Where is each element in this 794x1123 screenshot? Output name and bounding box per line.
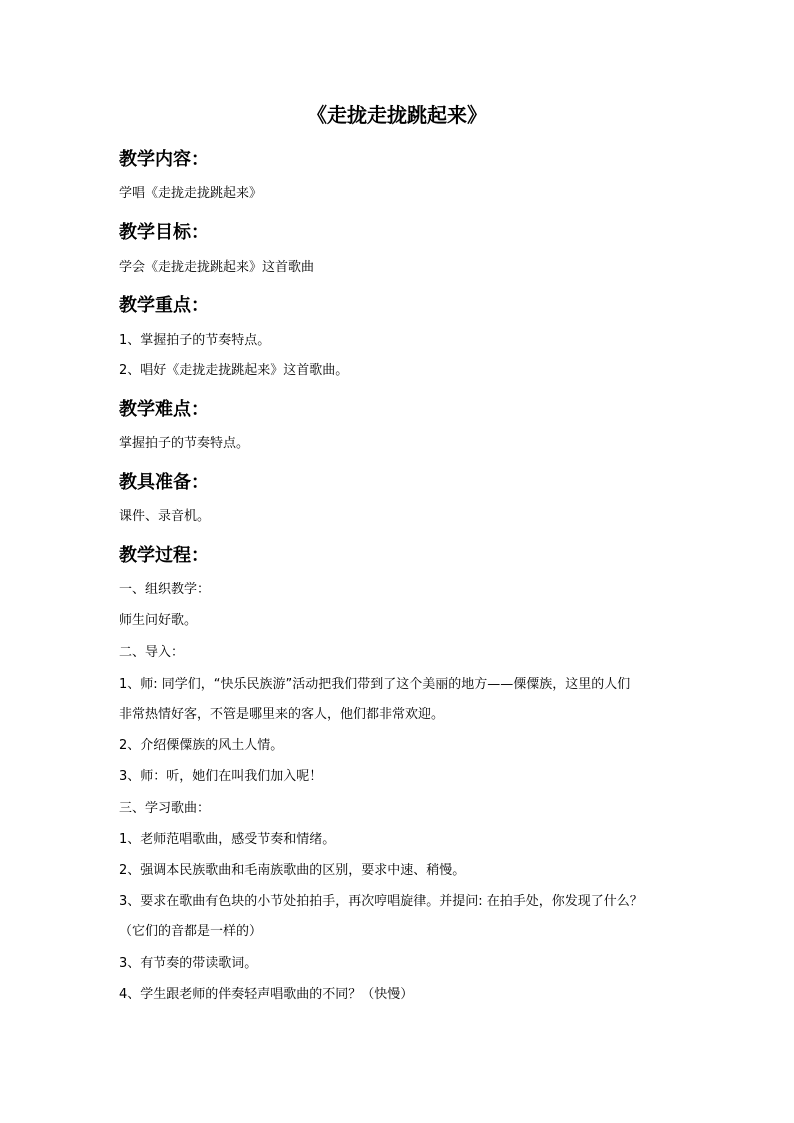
- process-line: 非常热情好客，不管是哪里来的客人，他们都非常欢迎。: [119, 707, 445, 722]
- process-line: （它们的音都是一样的）: [119, 924, 263, 939]
- process-line: 二、导入：: [119, 645, 185, 660]
- process-line: 三、学习歌曲：: [119, 801, 211, 816]
- process-line: 3、要求在歌曲有色块的小节处拍拍手，再次哼唱旋律。并提问: 在拍手处，你发现了什么？: [119, 894, 643, 909]
- process-line: 2、介绍傈僳族的风土人情。: [119, 738, 284, 753]
- process-line: 1、老师范唱歌曲，感受节奏和情绪。: [119, 832, 336, 847]
- process-line: 1、师: 同学们，“快乐民族游”活动把我们带到了这个美丽的地方——傈僳族，这里的人们: [119, 677, 631, 692]
- process-line: 4、学生跟老师的伴奏轻声唱歌曲的不同？（快慢）: [119, 987, 414, 1002]
- section-heading-materials: 教具准备：: [119, 472, 209, 493]
- process-line: 3、有节奏的带读歌词。: [119, 956, 258, 971]
- section-body-difficulty: 掌握拍子的节奏特点。: [119, 436, 250, 451]
- key-point-item: 2、唱好《走拢走拢跳起来》这首歌曲。: [119, 363, 349, 378]
- section-heading-content: 教学内容：: [119, 149, 209, 170]
- process-line: 师生问好歌。: [119, 613, 198, 628]
- section-heading-key-points: 教学重点：: [119, 295, 209, 316]
- process-line: 2、强调本民族歌曲和毛南族歌曲的区别，要求中速、稍慢。: [119, 863, 466, 878]
- key-point-item: 1、掌握拍子的节奏特点。: [119, 333, 271, 348]
- section-heading-difficulty: 教学难点：: [119, 399, 209, 420]
- section-body-goal: 学会《走拢走拢跳起来》这首歌曲: [119, 260, 315, 275]
- document-title: 《走拢走拢跳起来》: [307, 103, 487, 127]
- section-heading-process: 教学过程：: [119, 545, 209, 566]
- section-heading-goal: 教学目标：: [119, 222, 209, 243]
- process-line: 一、组织教学：: [119, 582, 211, 597]
- process-line: 3、师：听，她们在叫我们加入呢！: [119, 769, 323, 784]
- section-body-content: 学唱《走拢走拢跳起来》: [119, 186, 263, 201]
- section-body-materials: 课件、录音机。: [119, 509, 211, 524]
